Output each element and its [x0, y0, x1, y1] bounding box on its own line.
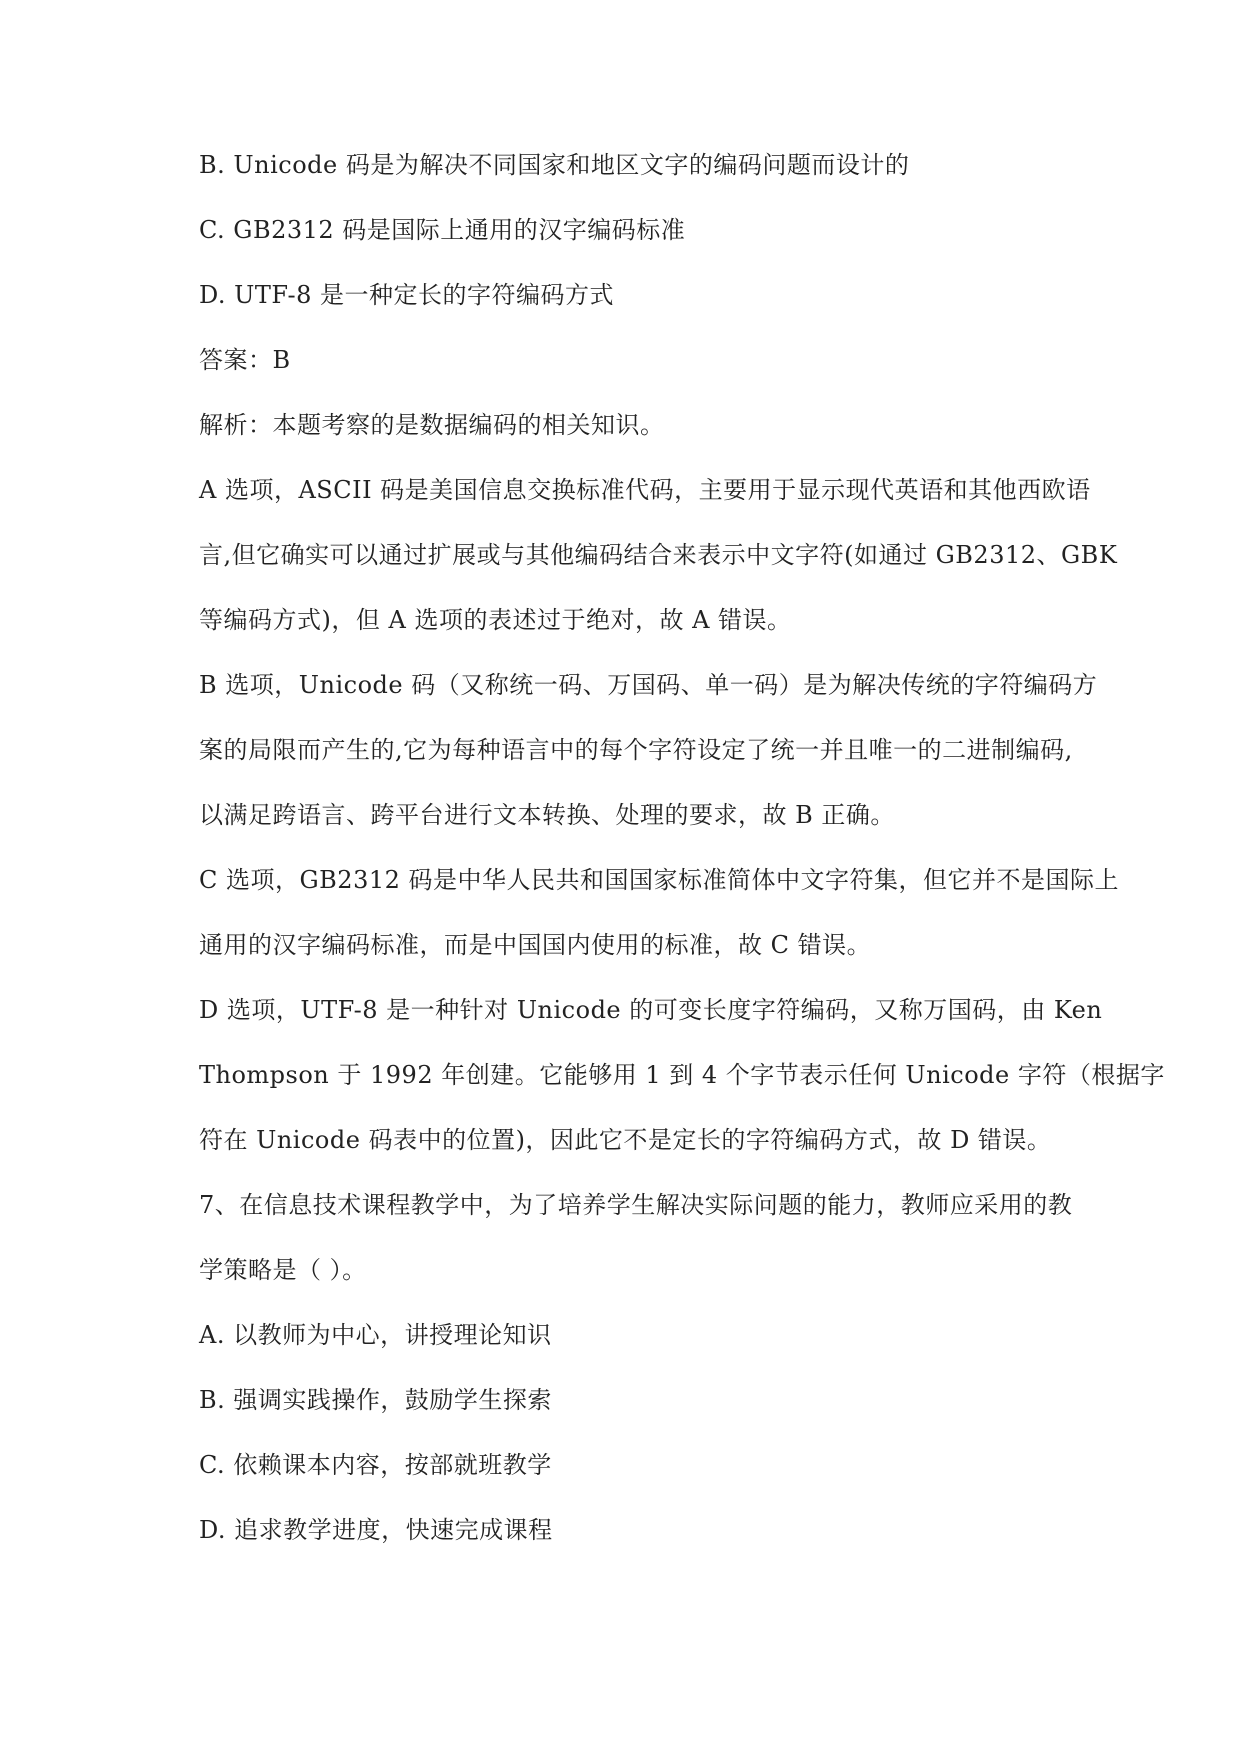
- option-c-line: C. GB2312 码是国际上通用的汉字编码标准: [199, 216, 686, 244]
- analysis-c-line-2: 通用的汉字编码标准，而是中国国内使用的标准，故 C 错误。: [199, 931, 872, 959]
- analysis-a-line-1: A 选项，ASCII 码是美国信息交换标准代码，主要用于显示现代英语和其他西欧语: [199, 476, 1091, 504]
- analysis-d-line-2: Thompson 于 1992 年创建。它能够用 1 到 4 个字节表示任何 Unicode 字符（根据字: [199, 1061, 1165, 1089]
- analysis-intro-line: 解析：本题考察的是数据编码的相关知识。: [199, 411, 665, 439]
- analysis-b-line-2: 案的局限而产生的,它为每种语言中的每个字符设定了统一并且唯一的二进制编码,: [199, 736, 1073, 764]
- analysis-d-line-1: D 选项，UTF-8 是一种针对 Unicode 的可变长度字符编码，又称万国码，由 Ken: [199, 996, 1103, 1024]
- q7-option-b: B. 强调实践操作，鼓励学生探索: [199, 1386, 552, 1414]
- answer-line: 答案：B: [199, 346, 291, 374]
- analysis-b-line-3: 以满足跨语言、跨平台进行文本转换、处理的要求，故 B 正确。: [199, 801, 895, 829]
- q7-option-a: A. 以教师为中心，讲授理论知识: [199, 1321, 552, 1349]
- analysis-a-line-3: 等编码方式)，但 A 选项的表述过于绝对，故 A 错误。: [199, 606, 792, 634]
- analysis-d-line-3: 符在 Unicode 码表中的位置)，因此它不是定长的字符编码方式，故 D 错误。: [199, 1126, 1052, 1154]
- question-7-line-2: 学策略是（ ）。: [199, 1256, 367, 1284]
- option-b-line: B. Unicode 码是为解决不同国家和地区文字的编码问题而设计的: [199, 151, 910, 179]
- option-d-line: D. UTF-8 是一种定长的字符编码方式: [199, 281, 614, 309]
- analysis-b-line-1: B 选项，Unicode 码（又称统一码、万国码、单一码）是为解决传统的字符编码方: [199, 671, 1098, 699]
- q7-option-c: C. 依赖课本内容，按部就班教学: [199, 1451, 552, 1479]
- analysis-a-line-2: 言,但它确实可以通过扩展或与其他编码结合来表示中文字符(如通过 GB2312、GBK: [199, 541, 1118, 569]
- analysis-c-line-1: C 选项，GB2312 码是中华人民共和国国家标准简体中文字符集，但它并不是国际上: [199, 866, 1120, 894]
- question-7-line-1: 7、在信息技术课程教学中，为了培养学生解决实际问题的能力，教师应采用的教: [199, 1191, 1073, 1219]
- q7-option-d: D. 追求教学进度，快速完成课程: [199, 1516, 553, 1544]
